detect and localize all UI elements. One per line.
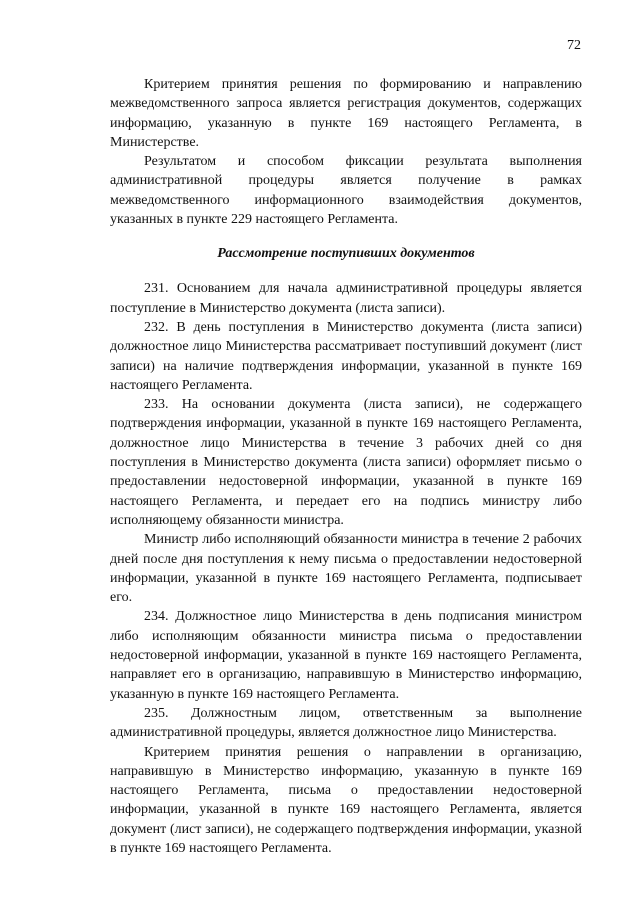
document-body [110, 75, 582, 858]
paragraph-234: 234. Должностное лицо Министерства в день подписания министром либо исполняющим обязанности министра письма о предоставлении недостоверной информации, указанной в пункте 169 настоящего Регламента, направляет его в организацию, направившую в Министерство информацию, указанную в пункте 169 настоящего Регламента. [110, 609, 582, 702]
paragraph-231: 231. Основанием для начала административной процедуры является поступление в Министерство документа (листа записи). [110, 281, 582, 316]
paragraph: Критерием принятия решения о направлении в организацию, направившую в Министерство информацию, указанную в пункте 169 настоящего Регламента, письма о предоставлении недостоверной информации, указанной в пункте 169 настоящего Регламента, является документ (лист записи), не содержащего подтверждения информации, указной в пункте 169 настоящего Регламента. [110, 744, 582, 856]
page-number: 72 [567, 38, 581, 53]
paragraph: Результатом и способом фиксации результата выполнения административной процедуры является получение в рамках межведомственного информационного взаимодействия документов, указанных в пункте 229 настоящего Регламента. [110, 154, 582, 228]
paragraph-233: 233. На основании документа (листа записи), не содержащего подтверждения информации, указанной в пункте 169 настоящего Регламента, должностное лицо Министерства в течение 3 рабочих дней со дня поступления в Министерство документа (листа записи) оформляет письмо о предоставлении недостоверной информации, указанной в пункте 169 настоящего Регламента, и передает его на подпись министру либо исполняющему обязанности министра. [110, 397, 582, 528]
paragraph: Критерием принятия решения по формированию и направлению межведомственного запроса является регистрация документов, содержащих информацию, указанную в пункте 169 настоящего Регламента, в Министерстве. [110, 77, 582, 150]
paragraph-232: 232. В день поступления в Министерство документа (листа записи) должностное лицо Министерства рассматривает поступивший документ (лист записи) на наличие подтверждения информации, указанной в пункте 169 настоящего Регламента. [110, 319, 582, 393]
paragraph-235: 235. Должностным лицом, ответственным за выполнение административной процедуры, является должностное лицо Министерства. [110, 705, 582, 741]
paragraph: Министр либо исполняющий обязанности министра в течение 2 рабочих дней после дня поступления к нему письма о предоставлении недостоверной информации, указанной в пункте 169 настоящего Регламента, подписывает его. [110, 532, 582, 606]
section-heading: Рассмотрение поступивших документов [217, 246, 475, 262]
